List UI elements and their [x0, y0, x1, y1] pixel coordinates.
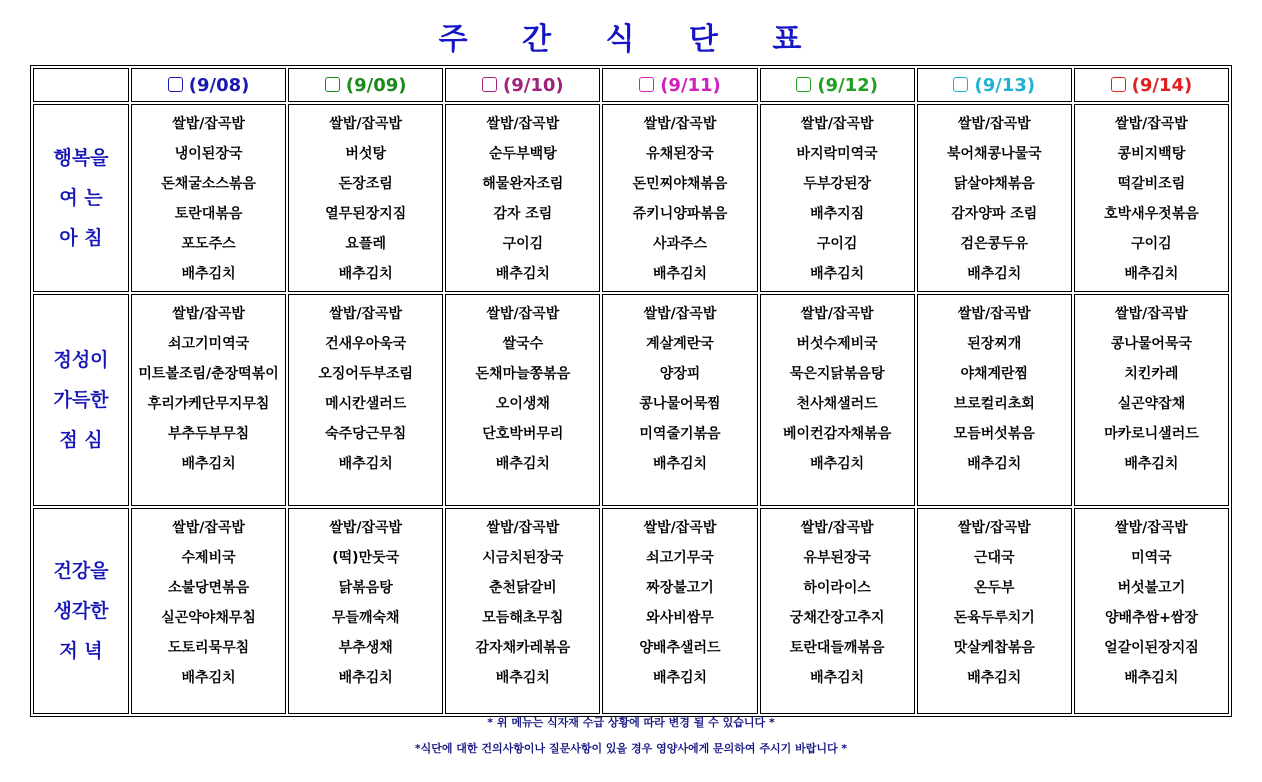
menu-item: 배추김치 [967, 456, 1022, 472]
menu-cell [288, 508, 443, 714]
menu-item: 북어채콩나물국 [946, 146, 1042, 162]
menu-item: 닭살야채볶음 [953, 176, 1035, 192]
menu-item: 호박새우젓볶음 [1104, 206, 1199, 222]
menu-list [603, 513, 756, 693]
menu-list [132, 299, 285, 479]
menu-item: 베이컨감자채볶음 [783, 426, 892, 442]
menu-item: 모듬해초무침 [482, 610, 564, 626]
notice-line: * 위 메뉴는 식자재 수급 상황에 따라 변경 될 수 있습니다 * [487, 716, 775, 729]
menu-list [918, 109, 1071, 289]
menu-item: 토란대볶음 [174, 206, 243, 222]
menu-item: 후리가케단무지무침 [147, 396, 270, 412]
menu-item: 묵은지닭볶음탕 [789, 366, 885, 382]
menu-item: 짜장불고기 [646, 580, 714, 596]
menu-item: 모듬버섯볶음 [953, 426, 1035, 442]
menu-item: 하이라이스 [803, 580, 871, 596]
menu-list [1075, 299, 1228, 479]
menu-item: 숙주당근무침 [325, 426, 407, 442]
menu-item: 맛살케찹볶음 [953, 640, 1035, 656]
menu-item: 감자양파 조림 [951, 206, 1038, 222]
menu-item: 마카로니샐러드 [1104, 426, 1199, 442]
menu-item: (떡)만둣국 [332, 550, 400, 566]
menu-item: 떡갈비조림 [1117, 176, 1186, 192]
menu-item: 쌀밥/잡곡밥 [643, 306, 717, 322]
menu-list [446, 299, 599, 479]
menu-list [132, 109, 285, 289]
day-icon [482, 77, 497, 92]
meal-label-line: 점 심 [59, 429, 103, 451]
menu-item: 콩비지백탕 [1117, 146, 1186, 162]
menu-cell [1074, 104, 1229, 292]
menu-list [603, 109, 756, 289]
menu-item: 쌀밥/잡곡밥 [329, 306, 403, 322]
menu-item: 온두부 [973, 580, 1015, 596]
menu-list [1075, 109, 1228, 289]
menu-cell [445, 508, 600, 714]
menu-item: 건새우아욱국 [325, 336, 407, 352]
menu-item: 궁채간장고추지 [789, 610, 885, 626]
menu-item: 실곤약잡채 [1117, 396, 1186, 412]
header-corner [33, 68, 129, 102]
menu-item: 감자 조림 [493, 206, 553, 222]
menu-item: 오이생채 [495, 396, 550, 412]
menu-cell [760, 508, 915, 714]
day-header [445, 68, 600, 102]
meal-label-line: 여 는 [59, 187, 103, 209]
menu-item: 돈육두루치기 [953, 610, 1035, 626]
menu-item: 부추생채 [338, 640, 393, 656]
weekly-menu-table [30, 65, 1232, 717]
menu-cell [288, 104, 443, 292]
menu-item: 쌀밥/잡곡밥 [1115, 306, 1188, 322]
menu-item: 쌀밥/잡곡밥 [643, 116, 717, 132]
menu-list [1075, 513, 1228, 693]
menu-item: 배추김치 [652, 670, 708, 686]
menu-item: 부추두부무침 [167, 426, 250, 442]
day-header [288, 68, 443, 102]
menu-item: 무들깨숙채 [331, 610, 400, 626]
menu-item: 미역줄기볶음 [639, 426, 721, 442]
day-icon [953, 77, 968, 92]
menu-item: 버섯불고기 [1117, 580, 1186, 596]
menu-list [289, 299, 442, 479]
menu-list [918, 513, 1071, 693]
menu-item: 쌀밥/잡곡밥 [329, 520, 403, 536]
menu-item: 배추김치 [181, 266, 236, 282]
menu-cell [1074, 508, 1229, 714]
menu-item: 배추김치 [810, 266, 865, 282]
menu-item: 열무된장지짐 [325, 206, 407, 222]
day-date: (9/11) [660, 74, 721, 96]
day-header [602, 68, 757, 102]
day-icon [325, 77, 340, 92]
menu-item: 배추김치 [495, 670, 550, 686]
menu-cell [1074, 294, 1229, 506]
menu-item: 버섯수제비국 [796, 336, 878, 352]
menu-item: 돈장조림 [338, 176, 393, 192]
day-icon [168, 77, 183, 92]
menu-item: 배추김치 [338, 670, 393, 686]
meal-label-line: 행복을 [53, 147, 109, 169]
menu-item: 두부강된장 [803, 176, 871, 192]
menu-item: 쇠고기무국 [646, 550, 714, 566]
menu-item: 쌀밥/잡곡밥 [486, 520, 560, 536]
menu-item: 요플레 [345, 236, 386, 252]
menu-list [761, 109, 914, 289]
menu-item: 얼갈이된장지짐 [1104, 640, 1199, 656]
menu-item: 쌀밥/잡곡밥 [643, 520, 717, 536]
menu-item: 구이김 [502, 236, 544, 252]
menu-cell [602, 508, 757, 714]
menu-item: 양배추샐러드 [639, 640, 721, 656]
header-row [33, 68, 1229, 102]
menu-cell [917, 294, 1072, 506]
menu-item: 쇠고기미역국 [167, 336, 250, 352]
day-header [1074, 68, 1229, 102]
menu-item: 쌀밥/잡곡밥 [957, 520, 1031, 536]
menu-item: 근대국 [973, 550, 1015, 566]
day-header [131, 68, 286, 102]
menu-cell [760, 294, 915, 506]
menu-item: 쥬키니양파볶음 [632, 206, 728, 222]
menu-cell [131, 104, 286, 292]
menu-item: 양장피 [659, 366, 701, 382]
menu-cell [917, 508, 1072, 714]
menu-item: 쌀밥/잡곡밥 [800, 520, 874, 536]
meal-label [33, 294, 129, 506]
menu-item: 쌀밥/잡곡밥 [957, 306, 1031, 322]
menu-item: 배추김치 [338, 456, 393, 472]
menu-item: 양배추쌈+쌈장 [1104, 610, 1198, 626]
menu-cell [760, 104, 915, 292]
menu-cell [288, 294, 443, 506]
menu-item: 사과주스 [652, 236, 708, 252]
menu-item: 미역국 [1131, 550, 1172, 566]
menu-list [132, 513, 285, 693]
menu-item: 쌀밥/잡곡밥 [800, 116, 874, 132]
menu-item: 배추김치 [338, 266, 393, 282]
meal-label-line: 생각한 [53, 600, 109, 622]
day-date: (9/12) [817, 74, 878, 96]
menu-item: 배추김치 [810, 456, 865, 472]
menu-cell [602, 104, 757, 292]
page-title: 주 간 식 단 표 [438, 22, 824, 57]
menu-item: 닭볶음탕 [338, 580, 393, 596]
meal-label-line: 아 침 [59, 227, 103, 249]
menu-list [918, 299, 1071, 479]
menu-item: 감자채카레볶음 [475, 640, 571, 656]
menu-item: 배추김치 [1124, 456, 1179, 472]
menu-cell [602, 294, 757, 506]
menu-item: 해물완자조림 [482, 176, 564, 192]
menu-item: 배추김치 [495, 456, 550, 472]
menu-item: 미트볼조림/춘장떡볶이 [138, 366, 279, 382]
menu-item: 브로컬리초회 [953, 396, 1035, 412]
day-date: (9/14) [1131, 74, 1193, 96]
menu-item: 유채된장국 [646, 146, 714, 162]
meal-row [33, 104, 1229, 292]
menu-list [761, 299, 914, 479]
menu-item: 냉이된장국 [174, 146, 243, 162]
menu-item: 돈채굴소스볶음 [161, 176, 256, 192]
menu-item: 시금치된장국 [482, 550, 564, 566]
menu-cell [445, 294, 600, 506]
menu-list [761, 513, 914, 693]
menu-item: 배추김치 [967, 670, 1022, 686]
menu-item: 배추김치 [652, 456, 708, 472]
day-header [760, 68, 915, 102]
menu-item: 춘천닭갈비 [489, 580, 557, 596]
menu-list [446, 109, 599, 289]
day-icon [796, 77, 811, 92]
menu-item: 유부된장국 [803, 550, 871, 566]
menu-item: 쌀밥/잡곡밥 [486, 306, 560, 322]
menu-item: 된장찌개 [967, 336, 1022, 352]
meal-row [33, 508, 1229, 714]
inquiry-line: *식단에 대한 건의사항이나 질문사항이 있을 경우 영양사에게 문의하여 주시기 바랍니다 * [414, 742, 848, 755]
menu-item: 구이김 [1131, 236, 1172, 252]
menu-list [446, 513, 599, 693]
meal-label-line: 건강을 [53, 560, 109, 582]
menu-item: 치킨카레 [1124, 366, 1179, 382]
menu-item: 오징어두부조림 [318, 366, 414, 382]
day-date: (9/09) [345, 74, 407, 96]
menu-item: 소불당면볶음 [167, 580, 250, 596]
menu-item: 쌀밥/잡곡밥 [1115, 520, 1188, 536]
menu-item: 돈민찌야채볶음 [632, 176, 728, 192]
menu-item: 배추김치 [1124, 670, 1179, 686]
menu-item: 쌀밥/잡곡밥 [172, 116, 245, 132]
meal-label [33, 508, 129, 714]
day-icon [639, 77, 654, 92]
menu-item: 배추김치 [652, 266, 708, 282]
menu-item: 야채계란찜 [960, 366, 1029, 382]
day-date: (9/10) [503, 74, 564, 96]
menu-item: 쌀밥/잡곡밥 [172, 306, 245, 322]
menu-item: 콩나물어묵국 [1110, 336, 1192, 352]
menu-item: 구이김 [816, 236, 858, 252]
menu-item: 계살계란국 [646, 336, 714, 352]
menu-list [289, 513, 442, 693]
menu-item: 포도주스 [181, 236, 236, 252]
menu-item: 쌀국수 [502, 336, 544, 352]
menu-item: 단호박버무리 [482, 426, 564, 442]
meal-label-line: 저 녁 [59, 640, 103, 662]
menu-item: 와사비쌈무 [646, 610, 714, 626]
menu-cell [131, 294, 286, 506]
day-header [917, 68, 1072, 102]
menu-item: 바지락미역국 [796, 146, 878, 162]
menu-item: 순두부백탕 [489, 146, 557, 162]
menu-item: 배추지짐 [810, 206, 865, 222]
menu-item: 배추김치 [810, 670, 865, 686]
menu-item: 배추김치 [967, 266, 1022, 282]
menu-item: 수제비국 [181, 550, 236, 566]
menu-item: 쌀밥/잡곡밥 [172, 520, 245, 536]
day-date: (9/13) [974, 74, 1036, 96]
menu-item: 쌀밥/잡곡밥 [486, 116, 560, 132]
meal-label [33, 104, 129, 292]
menu-item: 배추김치 [1124, 266, 1179, 282]
meal-row [33, 294, 1229, 506]
meal-label-line: 가득한 [53, 389, 109, 411]
menu-item: 쌀밥/잡곡밥 [957, 116, 1031, 132]
menu-item: 도토리묵무침 [167, 640, 250, 656]
menu-item: 실곤약야채무침 [161, 610, 256, 626]
menu-item: 쌀밥/잡곡밥 [800, 306, 874, 322]
menu-list [289, 109, 442, 289]
menu-item: 쌀밥/잡곡밥 [329, 116, 403, 132]
menu-item: 쌀밥/잡곡밥 [1115, 116, 1188, 132]
menu-cell [131, 508, 286, 714]
menu-cell [445, 104, 600, 292]
menu-item: 토란대들깨볶음 [789, 640, 885, 656]
menu-item: 콩나물어묵찜 [639, 396, 721, 412]
day-icon [1111, 77, 1126, 92]
menu-item: 배추김치 [181, 670, 236, 686]
menu-list [603, 299, 756, 479]
day-date: (9/08) [188, 74, 250, 96]
menu-item: 배추김치 [181, 456, 236, 472]
menu-cell [917, 104, 1072, 292]
menu-item: 검은콩두유 [960, 236, 1029, 252]
menu-item: 메시칸샐러드 [325, 396, 407, 412]
meal-label-line: 정성이 [53, 349, 109, 371]
menu-item: 돈채마늘쫑볶음 [475, 366, 571, 382]
menu-item: 배추김치 [495, 266, 550, 282]
menu-item: 천사채샐러드 [796, 396, 878, 412]
menu-item: 버섯탕 [345, 146, 386, 162]
